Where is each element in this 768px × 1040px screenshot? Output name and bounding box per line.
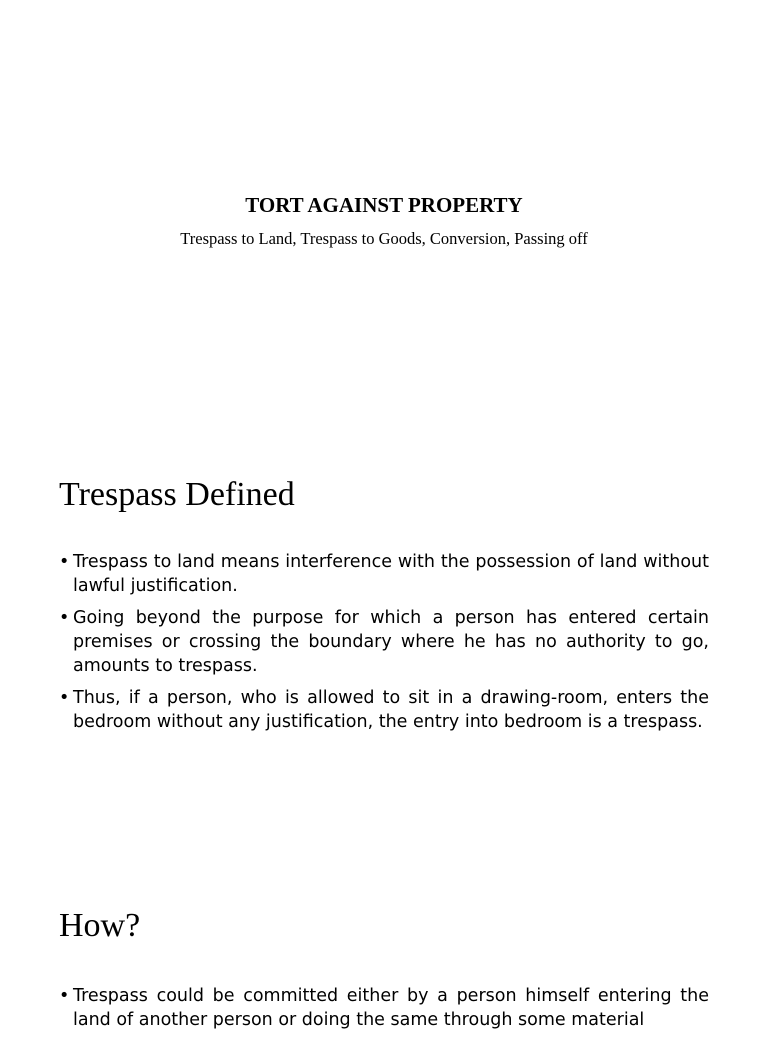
bullet-item: [59, 686, 709, 734]
title-slide: [0, 0, 768, 432]
bullet-marker: •: [59, 608, 70, 628]
bullet-item: [59, 984, 709, 1032]
bullet-text: Trespass to land means interference with the possession of land without lawful justification.: [73, 552, 709, 596]
bullet-item: [59, 606, 709, 678]
slide-how: [0, 864, 768, 1030]
bullet-text: Thus, if a person, who is allowed to sit in a drawing-room, enters the bedroom without any justification, the entry into bedroom is a trespass.: [73, 688, 709, 732]
bullet-marker: •: [59, 688, 70, 708]
bullet-marker: •: [59, 986, 70, 1006]
bullet-text: Going beyond the purpose for which a person has entered certain premises or crossing the boundary where he has no authority to go, amounts to trespass.: [73, 608, 709, 676]
slide-trespass-defined: [0, 432, 768, 864]
bullet-marker: •: [59, 552, 70, 572]
slide-heading: Trespass Defined: [59, 476, 295, 513]
bullet-list: [59, 984, 709, 1040]
document-title: TORT AGAINST PROPERTY: [245, 193, 523, 217]
bullet-item: [59, 550, 709, 598]
bullet-text: Trespass could be committed either by a person himself entering the land of another person or doing the same through some material: [73, 986, 709, 1030]
document-subtitle: Trespass to Land, Trespass to Goods, Conversion, Passing off: [180, 229, 588, 248]
slide-heading: How?: [59, 907, 141, 944]
bullet-list: [59, 550, 709, 742]
